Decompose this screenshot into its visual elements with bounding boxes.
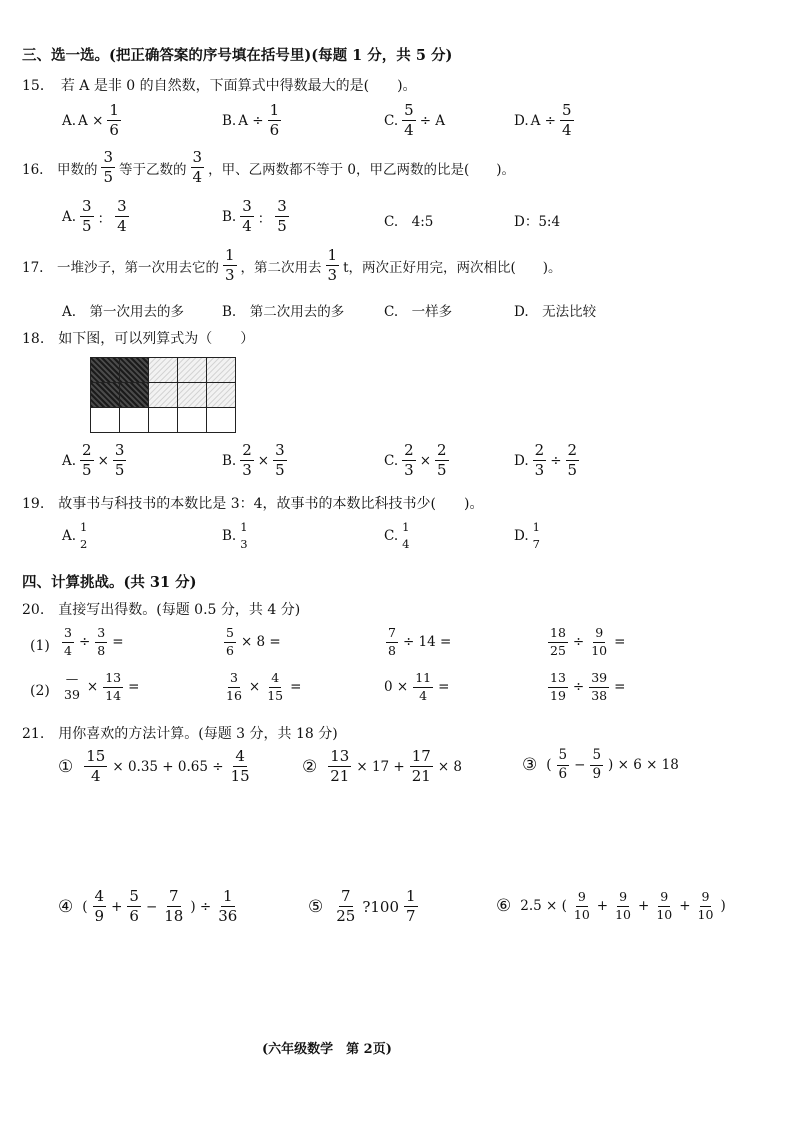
- fraction: $\frac{2}{5}$: [82, 441, 92, 479]
- fraction: $\frac{13}{14}$: [105, 670, 122, 703]
- q19-option-b[interactable]: [222, 521, 248, 550]
- operator: × 8 =: [240, 634, 281, 650]
- q20-item: [546, 672, 625, 702]
- fraction: $\frac{9}{10}$: [656, 889, 673, 922]
- fraction: $\frac{3}{5}$: [277, 197, 287, 235]
- equals: =: [290, 679, 302, 695]
- grid-cell: [178, 408, 207, 433]
- grid-cell: [149, 383, 178, 408]
- grid-cell: [120, 358, 149, 383]
- fraction: $\frac{1}{3}$: [327, 246, 338, 284]
- fraction: $\frac{18}{25}$: [550, 625, 566, 658]
- fraction: $\frac{3}{4}$: [117, 197, 127, 235]
- expression-text: ?100: [362, 897, 400, 916]
- q18-option-b[interactable]: [222, 443, 289, 478]
- operator: ×: [248, 679, 261, 695]
- stem-text: ，第二次用去: [240, 259, 322, 276]
- option-label: A.: [62, 527, 77, 544]
- q18-option-a[interactable]: [62, 443, 128, 478]
- q15-option-a[interactable]: [62, 103, 123, 138]
- operator: −: [145, 898, 158, 915]
- circled-number: ⑤: [308, 896, 324, 917]
- fraction: $\frac{3}{4}$: [64, 625, 72, 658]
- fraction: $\frac{9}{10}$: [615, 889, 632, 922]
- q21-problem-1: [58, 749, 254, 784]
- option-label: C.: [384, 112, 399, 129]
- equals: =: [128, 679, 140, 695]
- fraction: $\frac{7}{25}$: [336, 887, 356, 925]
- fraction: $\frac{4}{9}$: [94, 887, 105, 925]
- option-label: B.: [222, 208, 237, 225]
- operator: ÷: [78, 634, 91, 650]
- fraction: $\frac{1}{6}$: [109, 101, 119, 139]
- q20-item: [384, 627, 451, 657]
- fraction: $\frac{9}{10}$: [697, 889, 714, 922]
- q16-option-b[interactable]: [222, 199, 291, 234]
- q17-stem: [22, 248, 562, 283]
- fraction: $\frac{7}{18}$: [164, 887, 184, 925]
- circled-number: ③: [522, 755, 538, 775]
- fraction: $\frac{3}{4}$: [242, 197, 252, 235]
- grid-cell: [91, 408, 120, 433]
- page-footer: (六年级数学 第 2页): [262, 1042, 392, 1057]
- fraction: $\frac{39}{38}$: [591, 670, 608, 703]
- fraction: $\frac{5}{6}$: [226, 625, 234, 658]
- stem-text: 等于乙数的: [119, 161, 187, 178]
- q20-item: [384, 672, 449, 702]
- grid-cell: [120, 408, 149, 433]
- section4-title: 四、计算挑战。(共 31 分): [22, 574, 197, 591]
- operator: ×: [86, 679, 99, 695]
- fraction: $\frac{9}{10}$: [573, 889, 590, 922]
- q17-option-b[interactable]: B. 第二次用去的多: [222, 304, 345, 320]
- fraction: 1 2: [80, 520, 88, 552]
- q16-option-a[interactable]: [62, 199, 131, 234]
- expression-text: × 17 +: [356, 758, 405, 775]
- paren: (: [82, 898, 88, 915]
- expression-text: × 8: [437, 758, 463, 775]
- q17-option-a[interactable]: A. 第一次用去的多: [62, 304, 185, 320]
- fraction: $\frac{5}{4}$: [562, 101, 572, 139]
- paren: (: [546, 757, 552, 773]
- operator: ×: [257, 452, 270, 469]
- q20-item: [60, 627, 124, 657]
- option-label: A.: [62, 452, 77, 469]
- q18-stem: 18. 如下图，可以列算式为（ ）: [22, 331, 255, 347]
- option-label: C.: [384, 452, 399, 469]
- fraction: $\frac{2}{5}$: [437, 441, 447, 479]
- circled-number: ⑥: [496, 896, 512, 916]
- q19-option-a[interactable]: [62, 521, 87, 550]
- operator: ÷: [572, 679, 585, 695]
- fraction: 1 7: [532, 520, 540, 552]
- stem-text: ，甲、乙两数都不等于 0，甲乙两数的比是( )。: [208, 161, 515, 178]
- option-label: B.: [222, 527, 237, 544]
- fraction: $\frac{3}{5}$: [82, 197, 92, 235]
- fraction: $\frac{1}{36}$: [218, 887, 238, 925]
- grid-cell: [149, 358, 178, 383]
- fraction: $\frac{7}{8}$: [388, 625, 396, 658]
- fraction: $\frac{2}{5}$: [567, 441, 578, 479]
- fraction: $\frac{5}{6}$: [129, 887, 139, 925]
- circled-number: ④: [58, 896, 74, 917]
- fraction: $\frac{5}{6}$: [558, 747, 568, 782]
- fraction: $\frac{15}{4}$: [86, 747, 106, 785]
- equals: =: [614, 679, 626, 695]
- q20-item: [222, 672, 301, 702]
- fraction: $\frac{2}{3}$: [534, 441, 545, 479]
- fraction: $\frac{9}{10}$: [591, 625, 608, 658]
- fraction: $\frac{1}{6}$: [269, 101, 280, 139]
- operator: ×: [97, 452, 109, 469]
- q19-option-d[interactable]: [514, 521, 540, 550]
- q20-row1-label: (1): [30, 638, 50, 654]
- q21-problem-3: [522, 749, 679, 781]
- grid-cell: [178, 383, 207, 408]
- operator: −: [574, 757, 586, 773]
- q16-option-d[interactable]: D：5:4: [514, 214, 561, 230]
- ratio-sep: ：: [257, 210, 272, 227]
- fraction: $\frac{3}{5}$: [275, 441, 285, 479]
- grid-cell: [207, 383, 236, 408]
- q15-option-d[interactable]: [514, 103, 576, 138]
- operator: +: [638, 898, 650, 914]
- fraction: 1 4: [402, 520, 410, 552]
- q15-option-b[interactable]: [222, 103, 283, 138]
- operator: +: [679, 898, 691, 914]
- operator: ÷: [572, 634, 585, 650]
- fraction: $\frac{1}{3}$: [224, 246, 235, 284]
- q20-item: [222, 627, 281, 657]
- fraction: $\frac{2}{3}$: [242, 441, 252, 479]
- fraction: $\frac{1}{7}$: [406, 887, 416, 925]
- q17-option-d[interactable]: D. 无法比较: [514, 304, 597, 320]
- q21-problem-4: [58, 889, 241, 924]
- q21-stem: 21. 用你喜欢的方法计算。(每题 3 分，共 18 分): [22, 726, 338, 742]
- q18-option-d[interactable]: [514, 443, 581, 478]
- q21-problem-6: [496, 891, 726, 921]
- paren: ): [720, 898, 726, 914]
- q20-item: [60, 672, 139, 702]
- equals: =: [112, 634, 124, 650]
- q16-stem: [22, 150, 515, 185]
- fraction: 1 3: [240, 520, 248, 552]
- circled-number: ②: [302, 756, 318, 777]
- fraction: — 39: [64, 670, 80, 702]
- operator: +: [111, 898, 123, 915]
- grid-cell: [91, 358, 120, 383]
- fraction: $\frac{3}{16}$: [226, 670, 242, 703]
- fraction: $\frac{17}{21}$: [411, 747, 431, 785]
- expression-text: ) × 6 × 18: [608, 757, 679, 773]
- operator: +: [596, 898, 609, 914]
- stem-text: 16. 甲数的: [22, 161, 98, 178]
- grid-cell: [91, 383, 120, 408]
- fraction: $\frac{3}{5}$: [103, 148, 114, 186]
- option-label: A.: [62, 208, 77, 225]
- option-label: B.: [222, 452, 237, 469]
- expression-text: × 0.35 + 0.65 ÷: [112, 758, 224, 775]
- q19-option-c[interactable]: [384, 521, 409, 550]
- option-label: A.: [62, 112, 77, 129]
- q19-stem: 19. 故事书与科技书的本数比是 3：4，故事书的本数比科技书少( )。: [22, 496, 484, 512]
- option-label: C.: [384, 527, 399, 544]
- operator: ÷: [550, 452, 562, 469]
- fraction: $\frac{3}{5}$: [114, 441, 125, 479]
- equals: =: [614, 634, 626, 650]
- option-text: A ×: [78, 112, 104, 129]
- q18-grid-figure: [90, 357, 236, 433]
- fraction: $\frac{11}{4}$: [415, 670, 432, 703]
- fraction: $\frac{5}{9}$: [592, 747, 602, 782]
- section3-title: 三、选一选。(把正确答案的序号填在括号里)(每题 1 分，共 5 分): [22, 47, 453, 64]
- grid-cell: [149, 408, 178, 433]
- q17-option-c[interactable]: C. 一样多: [384, 304, 453, 320]
- q20-row2-label: (2): [30, 683, 50, 699]
- grid-cell: [207, 358, 236, 383]
- option-text: A ÷: [238, 112, 264, 129]
- q21-problem-5: [308, 889, 420, 924]
- option-label: B.: [222, 112, 237, 129]
- fraction: $\frac{4}{15}$: [267, 670, 284, 703]
- fraction: $\frac{5}{4}$: [404, 101, 414, 139]
- fraction: $\frac{3}{8}$: [97, 625, 106, 658]
- circled-number: ①: [58, 756, 74, 777]
- fraction: $\frac{2}{3}$: [404, 441, 414, 479]
- operator: ÷ 14 =: [402, 634, 452, 650]
- expression-text: 2.5 × (: [520, 898, 567, 914]
- expression-text: ) ÷: [190, 898, 212, 915]
- q20-item: [546, 627, 625, 657]
- equals: =: [438, 679, 450, 695]
- operator: 0 ×: [384, 679, 409, 695]
- grid-cell: [120, 383, 149, 408]
- q18-option-c[interactable]: [384, 443, 451, 478]
- grid-cell: [178, 358, 207, 383]
- option-label: D.: [514, 527, 529, 544]
- option-label: D.: [514, 112, 529, 129]
- operator: ×: [419, 452, 431, 469]
- stem-text: t，两次正好用完，两次相比( )。: [343, 259, 562, 276]
- q20-stem: 20. 直接写出得数。(每题 0.5 分，共 4 分): [22, 602, 301, 618]
- q15-stem: 15． 若 A 是非 0 的自然数，下面算式中得数最大的是( )。: [22, 78, 417, 94]
- fraction: $\frac{4}{15}$: [230, 747, 250, 785]
- option-label: D.: [514, 452, 529, 469]
- q15-option-c[interactable]: [384, 103, 445, 138]
- fraction: $\frac{3}{4}$: [192, 148, 203, 186]
- option-text: ÷ A: [419, 112, 446, 129]
- fraction: $\frac{13}{19}$: [550, 670, 566, 703]
- option-text: A ÷: [530, 112, 556, 129]
- ratio-sep: ：: [97, 210, 112, 227]
- fraction: $\frac{13}{21}$: [330, 747, 350, 785]
- stem-text: 17. 一堆沙子，第一次用去它的: [22, 259, 219, 276]
- q16-option-c[interactable]: C. 4:5: [384, 214, 434, 230]
- grid-cell: [207, 408, 236, 433]
- q21-problem-2: [302, 749, 462, 784]
